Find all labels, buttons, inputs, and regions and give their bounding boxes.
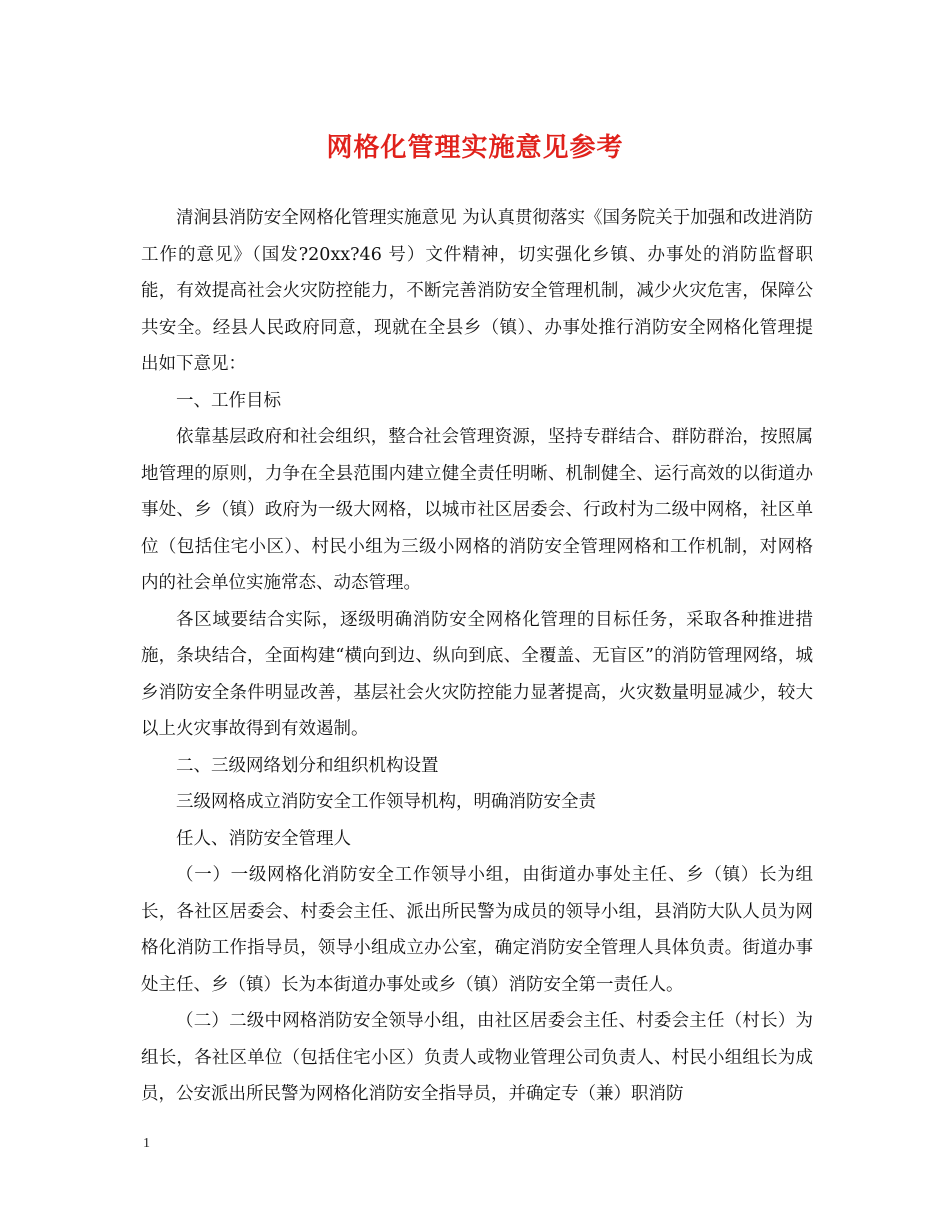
heading-grid-structure: 二、三级网络划分和组织机构设置: [176, 755, 439, 776]
heading-work-goal: 一、工作目标: [176, 390, 281, 411]
paragraph-region-requirements: 各区域要结合实际，逐级明确消防安全网格化管理的目标任务，采取各种推进措施，条块结合，全面构建“横向到边、纵向到底、全覆盖、无盲区”的消防管理网络，城乡消防安全条件明显改善，基层社会火灾防控能力显著提高，火灾数量明显减少，较大以上火灾事故得到有效遏制。: [141, 609, 813, 739]
paragraph-grid-leadership-line1: 三级网格成立消防安全工作领导机构，明确消防安全责: [176, 792, 596, 812]
page-number: 1: [143, 1136, 150, 1151]
paragraph-level-one: （一）一级网格化消防安全工作领导小组，由街道办事处主任、乡（镇）长为组长，各社区居委会、村委会主任、派出所民警为成员的领导小组，县消防大队人员为网格化消防工作指导员，领导小组成立办公室，确定消防安全管理人具体负责。街道办事处主任、乡（镇）长为本街道办事处或乡（镇）消防安全第一责任人。: [141, 865, 813, 995]
document-title: 网格化管理实施意见参考: [326, 133, 624, 163]
paragraph-intro: 清涧县消防安全网格化管理实施意见 为认真贯彻落实《国务院关于加强和改进消防工作的意见》（国发?20xx?46 号）文件精神，切实强化乡镇、办事处的消防监督职能，有效提高社会火灾防控能力，不断完善消防安全管理机制，减少火灾危害，保障公共安全。经县人民政府同意，现就在全县乡（镇）、办事处推行消防安全网格化管理提出如下意见：: [141, 208, 813, 374]
paragraph-grid-leadership-line2: 任人、消防安全管理人: [176, 828, 351, 849]
paragraph-goal-detail: 依靠基层政府和社会组织，整合社会管理资源，坚持专群结合、群防群治，按照属地管理的原则，力争在全县范围内建立健全责任明晰、机制健全、运行高效的以街道办事处、乡（镇）政府为一级大网格，以城市社区居委会、行政村为二级中网格，社区单位（包括住宅小区）、村民小组为三级小网格的消防安全管理网格和工作机制，对网格内的社会单位实施常态、动态管理。: [141, 427, 813, 593]
paragraph-level-two: （二）二级中网格消防安全领导小组，由社区居委会主任、村委会主任（村长）为组长，各社区单位（包括住宅小区）负责人或物业管理公司负责人、村民小组组长为成员，公安派出所民警为网格化消防安全指导员，并确定专（兼）职消防: [141, 1011, 813, 1104]
document-body: [141, 200, 813, 1113]
